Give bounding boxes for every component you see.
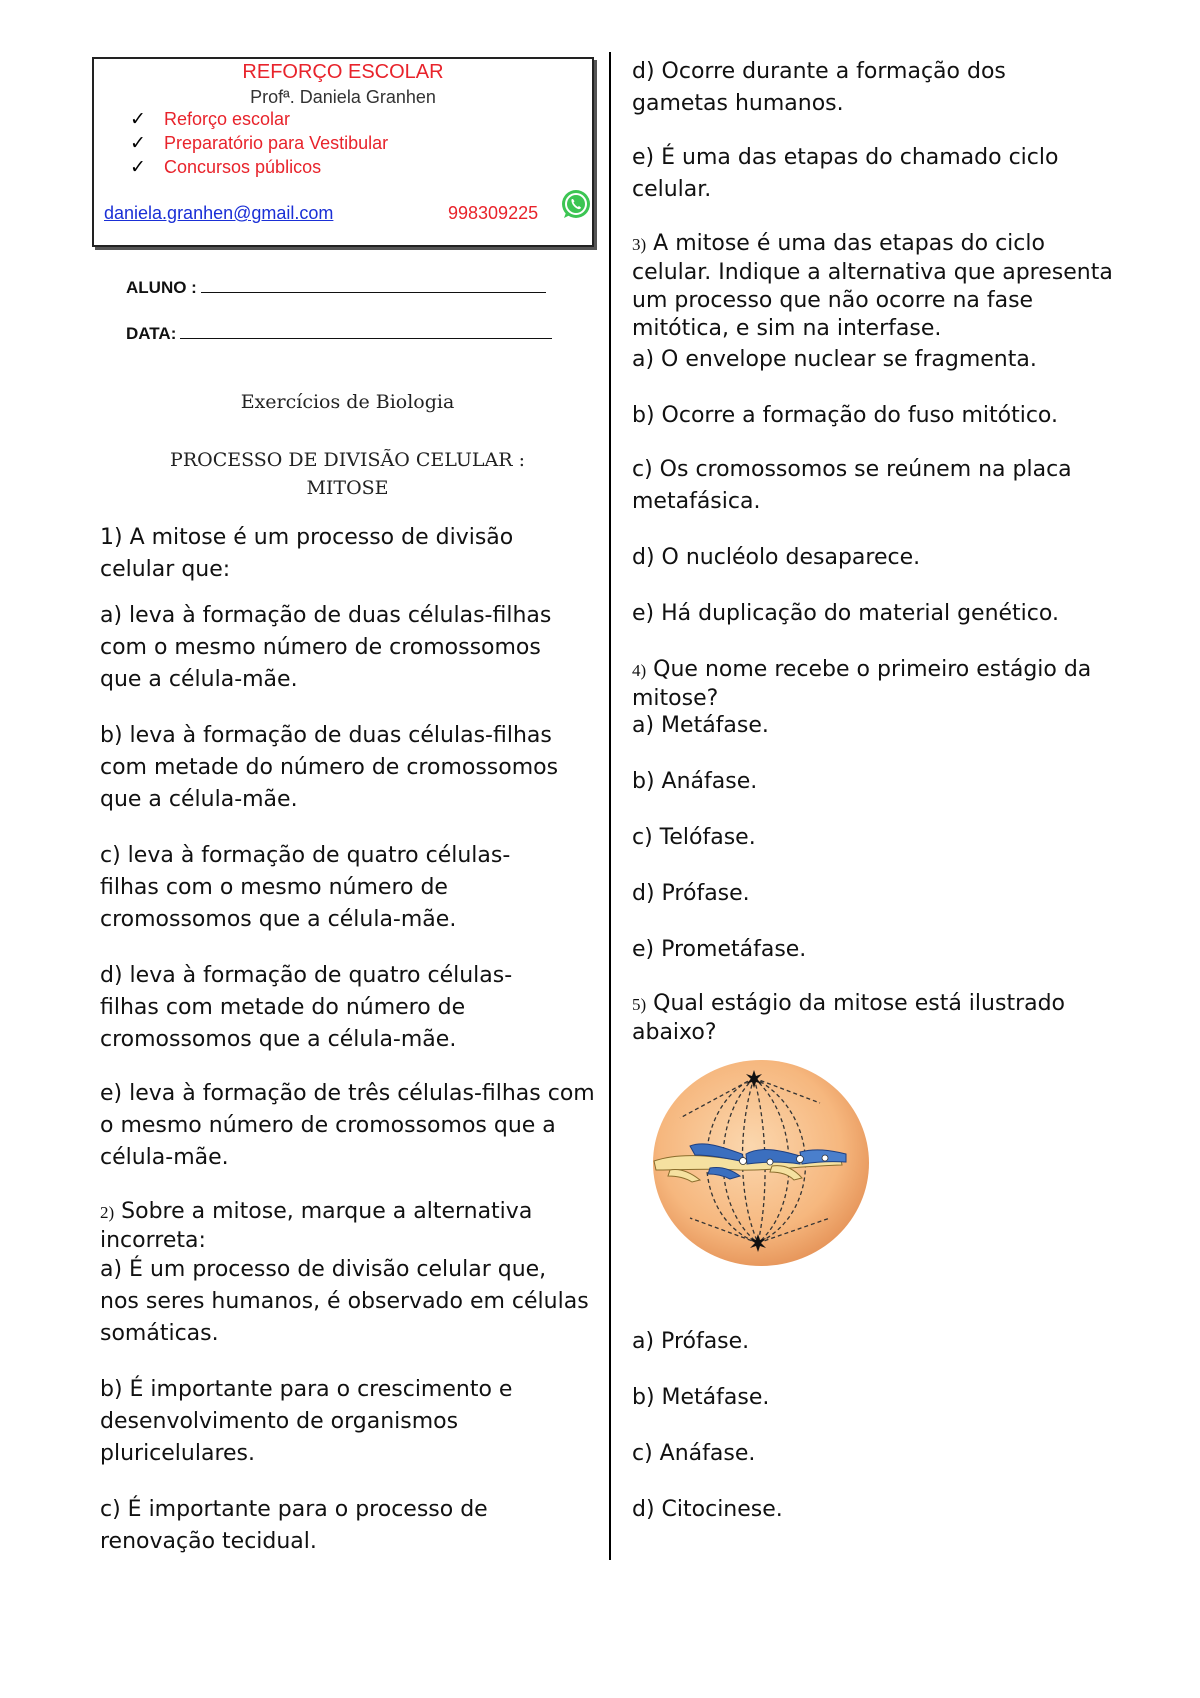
date-field[interactable] [126,320,552,344]
header-box [92,57,594,247]
q2-option-e[interactable]: e) É uma das etapas do chamado ciclo celular. [632,145,1059,202]
metaphase-cell-illustration [650,1058,872,1268]
phone-number: 998309225 [448,203,539,223]
q2-number: 2) [100,1203,115,1222]
q5-option-c[interactable]: c) Anáfase. [632,1441,756,1466]
service-item [130,133,389,154]
q5-option-d[interactable]: d) Citocinese. [632,1497,783,1522]
student-blank[interactable] [201,274,546,293]
subject-title: Exercícios de Biologia [240,391,455,413]
q1-option-c[interactable]: c) leva à formação de quatro células-filhas com o mesmo número de cromossomos que a célula-mãe. [100,843,511,932]
q2-option-a[interactable]: a) É um processo de divisão celular que, nos seres humanos, é observado em células somáticas. [100,1257,589,1346]
date-label: DATA: [126,324,177,343]
q5-stem-text: Qual estágio da mitose está ilustrado abaixo? [632,991,1066,1045]
q5-number: 5) [632,995,647,1014]
service-label: Reforço escolar [164,109,291,129]
q3-stem [632,230,1127,343]
q3-number: 3) [632,235,647,254]
whatsapp-icon[interactable] [559,187,593,221]
q1-option-e[interactable]: e) leva à formação de três células-filhas com o mesmo número de cromossomos que a célula-mãe. [100,1081,595,1170]
q4-option-e[interactable]: e) Prometáfase. [632,937,807,962]
q4-option-b[interactable]: b) Anáfase. [632,769,758,794]
professor-name: Profª. Daniela Granhen [250,87,436,107]
service-item [130,109,291,130]
topic-title-line1: PROCESSO DE DIVISÃO CELULAR : [170,449,525,471]
q4-stem-text: Que nome recebe o primeiro estágio da mitose? [632,657,1092,711]
q2-option-c[interactable]: c) É importante para o processo de renovação tecidual. [100,1497,488,1554]
email-link[interactable]: daniela.granhen@gmail.com [104,203,334,223]
q4-option-a[interactable]: a) Metáfase. [632,713,769,738]
check-icon: ✓ [130,109,146,130]
q3-option-e[interactable]: e) Há duplicação do material genético. [632,601,1059,626]
q5-option-a[interactable]: a) Prófase. [632,1329,750,1354]
column-divider [609,52,611,1560]
service-item [130,157,322,178]
date-blank[interactable] [180,320,552,339]
q2-stem-text: Sobre a mitose, marque a alternativa incorreta: [100,1199,533,1253]
q3-option-c[interactable]: c) Os cromossomos se reúnem na placa metafásica. [632,457,1072,514]
q4-option-d[interactable]: d) Prófase. [632,881,750,906]
q2-stem [100,1198,590,1255]
q5-stem [632,990,1127,1047]
q1-option-d[interactable]: d) leva à formação de quatro células-filhas com metade do número de cromossomos que a célula-mãe. [100,963,513,1052]
q3-option-a[interactable]: a) O envelope nuclear se fragmenta. [632,347,1037,372]
header-title: REFORÇO ESCOLAR [242,61,444,83]
q3-stem-text: A mitose é uma das etapas do ciclo celular. Indique a alternativa que apresenta um processo que não ocorre na fase mitótica, e sim na interfase. [632,231,1113,341]
q1-option-a[interactable]: a) leva à formação de duas células-filhas com o mesmo número de cromossomos que a célula-mãe. [100,603,552,692]
q4-option-c[interactable]: c) Telófase. [632,825,756,850]
q4-stem [632,656,1127,713]
topic-title-line2: MITOSE [306,477,389,499]
service-label: Concursos públicos [164,157,322,177]
q1-stem: 1) A mitose é um processo de divisão celular que: [100,525,514,582]
q4-number: 4) [632,661,647,680]
check-icon: ✓ [130,157,146,178]
check-icon: ✓ [130,133,146,154]
q3-option-d[interactable]: d) O nucléolo desaparece. [632,545,921,570]
q3-option-b[interactable]: b) Ocorre a formação do fuso mitótico. [632,403,1058,428]
q2-option-d[interactable]: d) Ocorre durante a formação dos gametas humanos. [632,59,1006,116]
student-label: ALUNO : [126,278,197,297]
q1-option-b[interactable]: b) leva à formação de duas células-filhas com metade do número de cromossomos que a célula-mãe. [100,723,559,812]
student-name-field[interactable] [126,274,546,298]
q2-option-b[interactable]: b) É importante para o crescimento e desenvolvimento de organismos pluricelulares. [100,1377,513,1466]
service-label: Preparatório para Vestibular [164,133,389,153]
q5-option-b[interactable]: b) Metáfase. [632,1385,770,1410]
